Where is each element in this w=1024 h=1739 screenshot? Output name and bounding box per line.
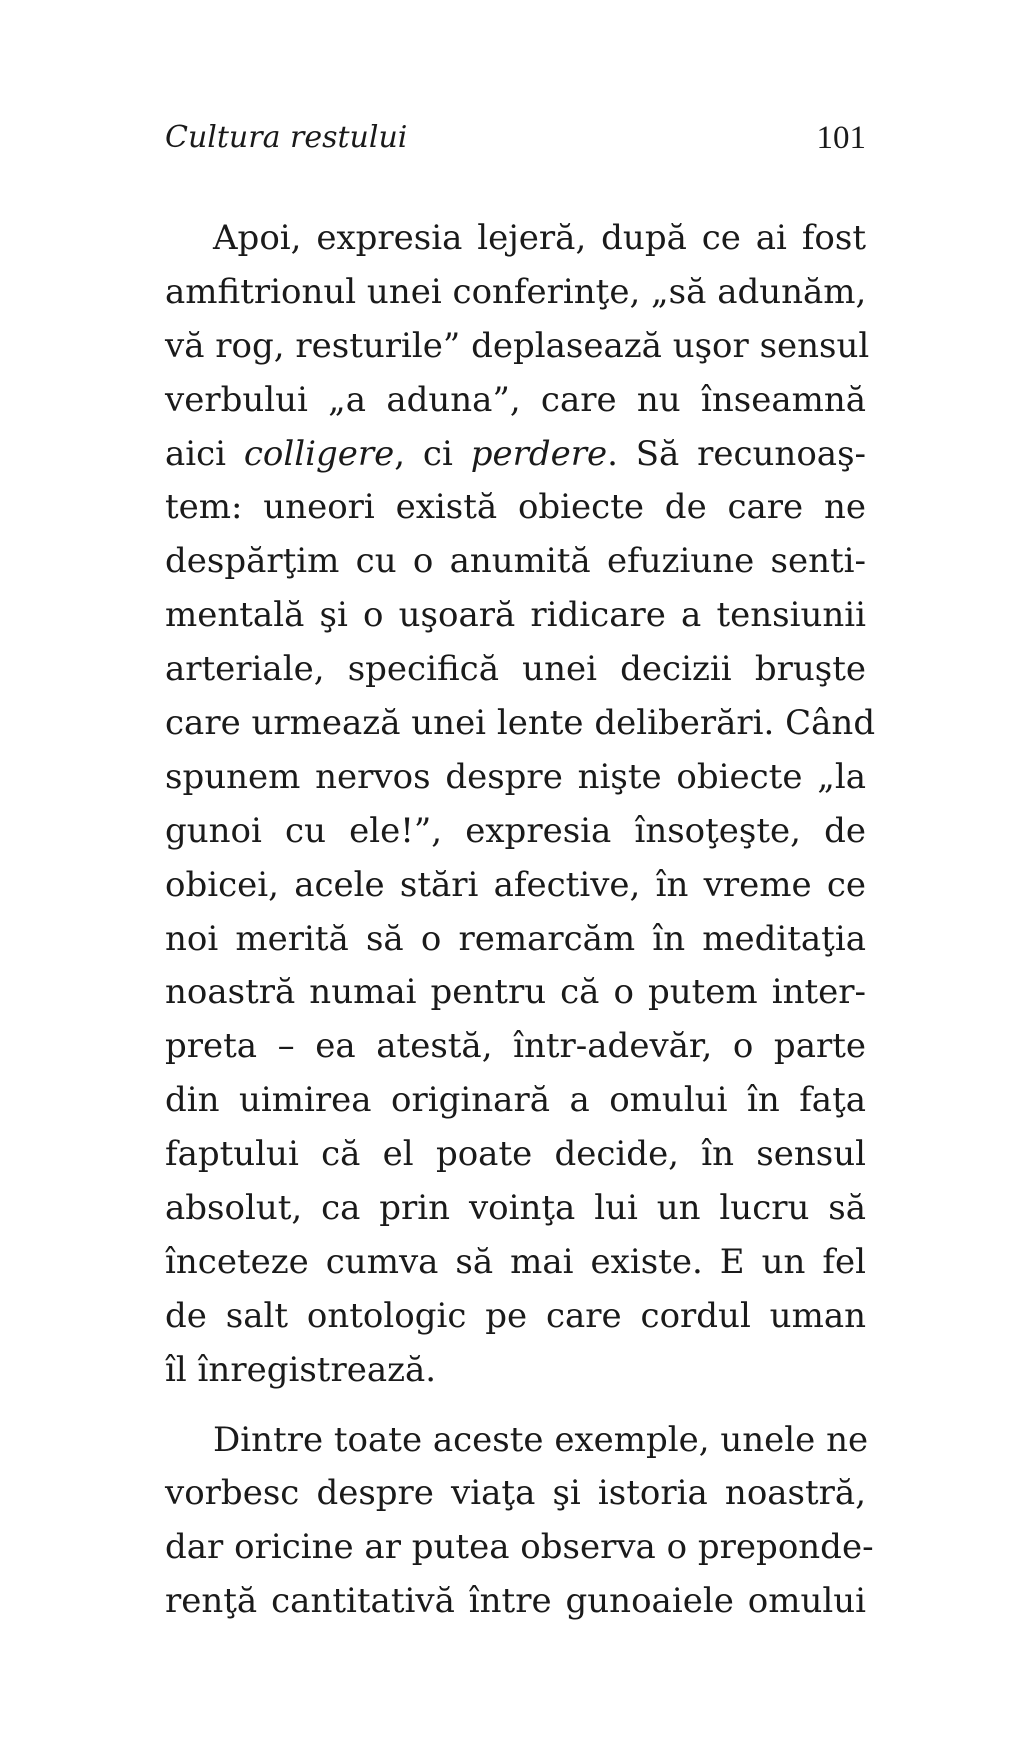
text-line: vorbesc despre viaţa şi istoria noastră,: [165, 1473, 866, 1514]
text-line: despărţim cu o anumită efuziune senti-: [165, 541, 866, 582]
italic-term: colligere: [243, 433, 395, 474]
paragraph: [165, 1414, 874, 1630]
body-text: [165, 212, 876, 1629]
text-line: amfitrionul unei conferinţe, „să adunăm,: [165, 271, 867, 312]
text-segment: aici: [165, 433, 244, 474]
text-line: dar oricine ar putea observa o preponde-: [165, 1527, 874, 1568]
text-line: preta – ea atestă, într-adevăr, o parte: [165, 1026, 866, 1067]
paragraph: [165, 212, 876, 1398]
text-line: din uimirea originară a omului în faţa: [165, 1080, 866, 1121]
italic-term: perdere: [470, 433, 608, 474]
text-line: absolut, ca prin voinţa lui un lucru să: [165, 1188, 866, 1229]
text-line: renţă cantitativă între gunoaiele omului: [165, 1581, 866, 1622]
text-segment: , ci: [394, 433, 471, 474]
text-line: vă rog, resturile” deplasează uşor sensul: [165, 325, 870, 366]
text-line: de salt ontologic pe care cordul uman: [165, 1295, 866, 1336]
text-line: noastră numai pentru că o putem inter-: [165, 972, 866, 1013]
page-number: 101: [816, 120, 866, 156]
text-segment: . Să recunoaş-: [607, 433, 867, 474]
running-head: [165, 118, 866, 158]
text-line: Dintre toate aceste exemple, unele ne: [213, 1419, 869, 1460]
text-line: gunoi cu ele!”, expresia însoţeşte, de: [165, 810, 866, 851]
running-title: Cultura restului: [165, 120, 408, 155]
text-line: care urmează unei lente deliberări. Când: [165, 703, 876, 744]
text-line: îl înregistrează.: [165, 1349, 437, 1390]
paragraph-gap: [165, 1398, 866, 1414]
text-line: obicei, acele stări afective, în vreme ce: [165, 864, 866, 905]
text-line: Apoi, expresia lejeră, după ce ai fost: [213, 218, 866, 258]
text-line: înceteze cumva să mai existe. E un fel: [165, 1241, 866, 1282]
text-line: spunem nervos despre nişte obiecte „la: [165, 756, 866, 797]
text-line: faptului că el poate decide, în sensul: [165, 1134, 866, 1175]
text-line: verbului „a aduna”, care nu înseamnă: [165, 379, 866, 420]
text-line: tem: uneori există obiecte de care ne: [165, 487, 866, 528]
text-line: mentală şi o uşoară ridicare a tensiunii: [165, 595, 866, 636]
text-line: noi merită să o remarcăm în meditaţia: [165, 918, 866, 959]
text-line: arteriale, specifică unei decizii bruşte: [165, 649, 866, 690]
text-line: [165, 428, 866, 482]
